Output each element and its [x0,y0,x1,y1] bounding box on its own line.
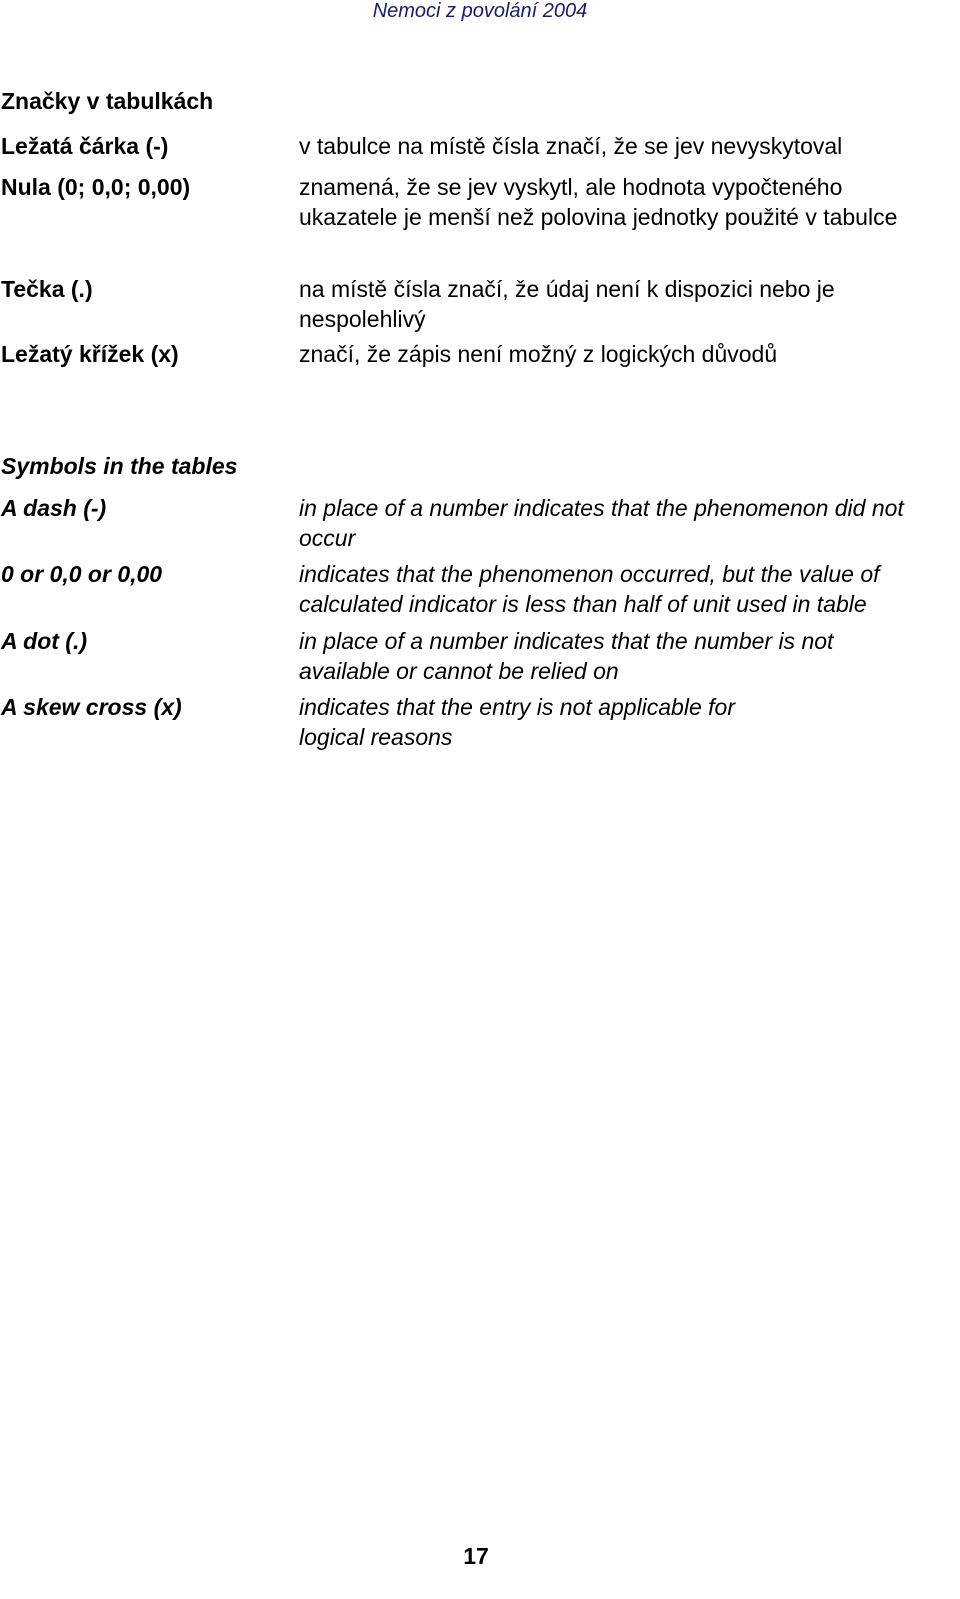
en-desc: in place of a number indicates that the phenomenon did not occur [299,495,904,551]
en-desc: indicates that the phenomenon occurred, but the value of calculated indicator is less than half of unit used in table [299,561,880,617]
running-header: Nemoci z povolání 2004 [372,0,588,22]
en-section-title: Symbols in the tables [1,453,238,479]
cz-desc: znamená, že se jev vyskytl, ale hodnota vypočteného ukazatele je menší než polovina jednotky použité v tabulce [299,174,898,230]
cz-desc: na místě čísla značí, že údaj není k dispozici nebo je nespolehlivý [299,276,835,332]
en-desc: in place of a number indicates that the number is not available or cannot be relied on [299,628,834,684]
cz-desc: značí, že zápis není možný z logických důvodů [299,341,778,367]
en-term: A dash (-) [1,495,107,521]
en-term: 0 or 0,0 or 0,00 [1,561,163,587]
cz-term: Ležatý křížek (x) [1,341,179,367]
cz-section-title: Značky v tabulkách [1,88,214,114]
en-term: A dot (.) [1,628,88,654]
en-desc: indicates that the entry is not applicable for logical reasons [299,694,735,750]
en-term: A skew cross (x) [1,694,182,720]
cz-desc: v tabulce na místě čísla značí, že se jev nevyskytoval [299,133,843,159]
cz-term: Nula (0; 0,0; 0,00) [1,174,191,200]
cz-term: Tečka (.) [1,276,93,302]
cz-term: Ležatá čárka (-) [1,133,169,159]
page-number: 17 [463,1543,489,1569]
